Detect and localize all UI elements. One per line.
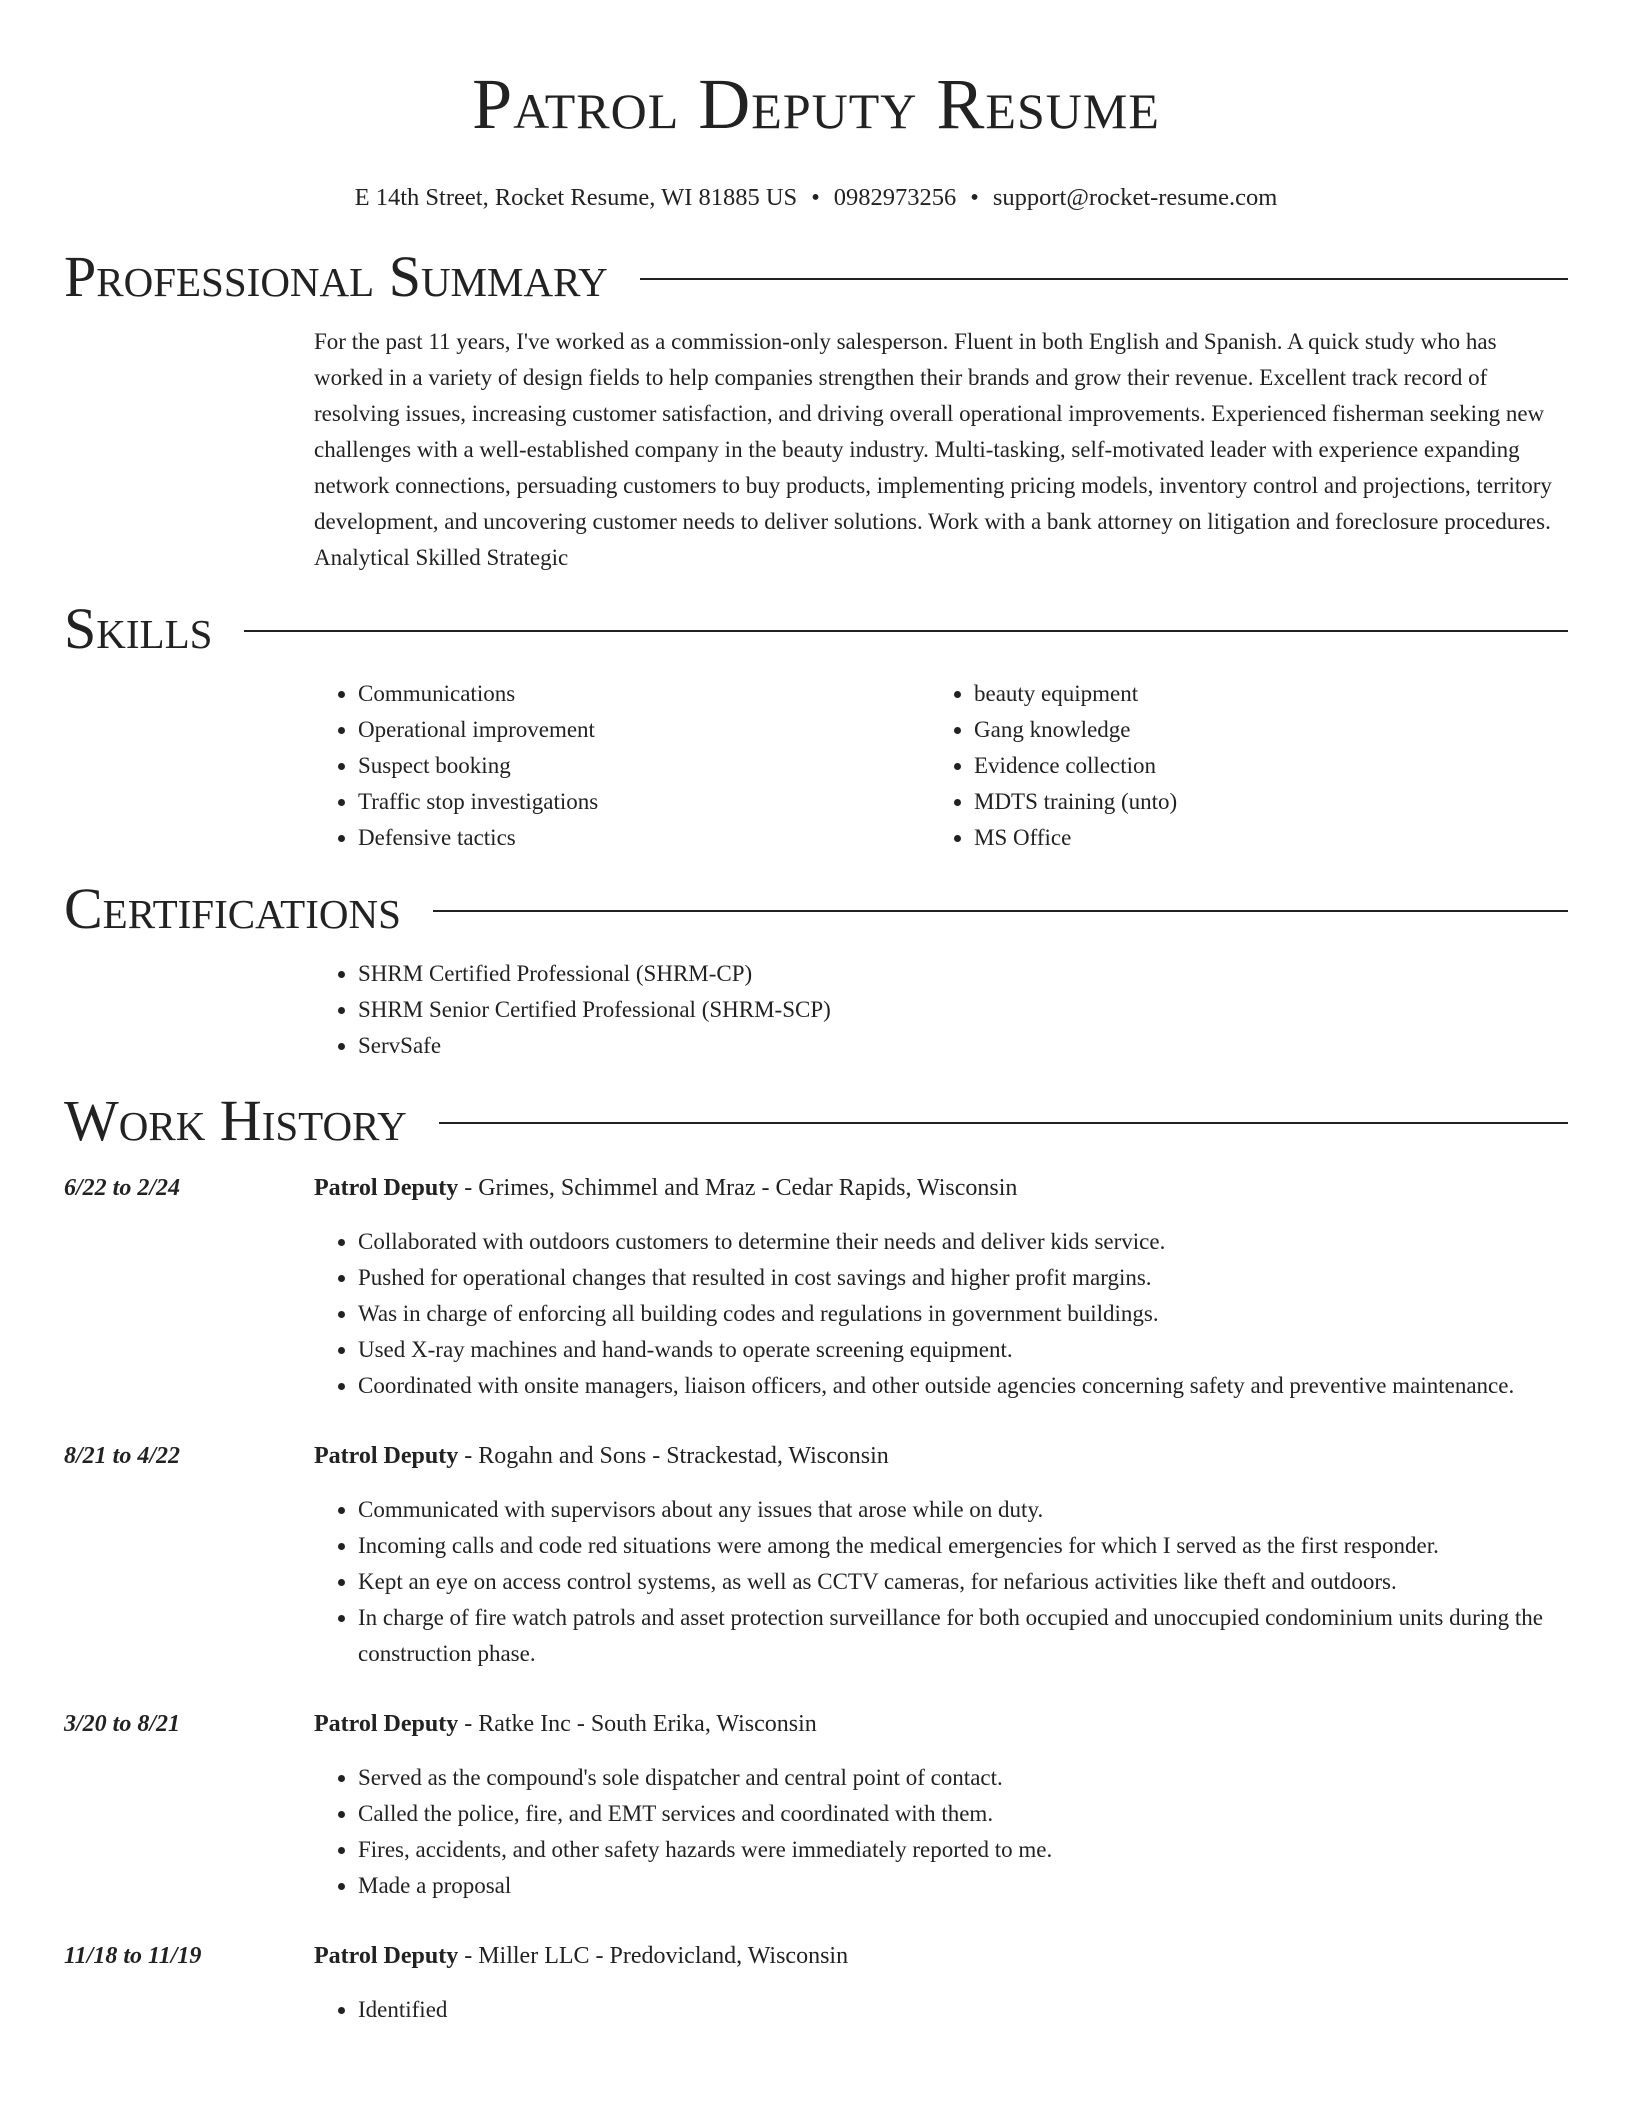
certification-item: • SHRM Certified Professional (SHRM-CP) bbox=[358, 956, 1568, 992]
resume-title: Patrol Deputy Resume bbox=[472, 64, 1160, 144]
contact-phone: 0982973256 bbox=[833, 184, 957, 211]
skills-list bbox=[314, 676, 1568, 856]
job-bullet: • Collaborated with outdoors customers to determine their needs and deliver kids service. bbox=[358, 1224, 1568, 1260]
certifications-list bbox=[314, 956, 1568, 1064]
skill-item: • Defensive tactics bbox=[358, 820, 930, 856]
job-bullet: • Pushed for operational changes that resulted in cost savings and higher profit margins. bbox=[358, 1260, 1568, 1296]
section-divider bbox=[244, 630, 1568, 632]
section-divider bbox=[433, 910, 1568, 912]
skill-item: • Gang knowledge bbox=[974, 712, 1546, 748]
job-detail bbox=[314, 1438, 1568, 1672]
summary-text: For the past 11 years, I've worked as a commission-only salesperson. Fluent in both English and Spanish. A quick study who has worked in a variety of design fields to help companies strengthen their brands and grow their revenue. Excellent track record of resolving issues, increasing customer satisfaction, and driving overall operational improvements. Experienced fisherman seeking new challenges with a well-established company in the beauty industry. Multi-tasking, self-motivated leader with experience expanding network connections, persuading customers to buy products, implementing pricing models, inventory control and projections, territory development, and uncovering customer needs to deliver solutions. Work with a bank attorney on litigation and foreclosure procedures. Analytical Skilled Strategic bbox=[314, 329, 1552, 570]
job-company-location: - Grimes, Schimmel and Mraz - Cedar Rapids, Wisconsin bbox=[458, 1175, 1018, 1201]
job-role: Patrol Deputy bbox=[314, 1175, 459, 1201]
job-dates: 11/18 to 11/19 bbox=[64, 1943, 202, 1969]
job-detail bbox=[314, 1938, 1568, 2028]
skill-item: • MS Office bbox=[974, 820, 1546, 856]
job-dates: 3/20 to 8/21 bbox=[64, 1711, 181, 1737]
certifications-heading: Certifications bbox=[64, 876, 401, 941]
job-heading bbox=[314, 1706, 1568, 1742]
skills-section-header bbox=[64, 598, 1568, 660]
contact-email: support@rocket-resume.com bbox=[992, 184, 1278, 211]
contact-address: E 14th Street, Rocket Resume, WI 81885 US bbox=[354, 184, 798, 211]
job-bullet: • Coordinated with onsite managers, liaison officers, and other outside agencies concerning safety and preventive maintenance. bbox=[358, 1368, 1568, 1404]
job-entry bbox=[64, 1706, 1568, 1904]
summary-section-header bbox=[64, 246, 1568, 308]
job-company-location: - Ratke Inc - South Erika, Wisconsin bbox=[458, 1711, 817, 1737]
job-role: Patrol Deputy bbox=[314, 1443, 459, 1469]
job-company-location: - Miller LLC - Predovicland, Wisconsin bbox=[458, 1943, 849, 1969]
job-dates: 8/21 to 4/22 bbox=[64, 1443, 181, 1469]
job-company-location: - Rogahn and Sons - Strackestad, Wisconsin bbox=[458, 1443, 889, 1469]
skill-item: • Evidence collection bbox=[974, 748, 1546, 784]
job-entry bbox=[64, 1438, 1568, 1672]
certifications-section-header bbox=[64, 878, 1568, 940]
job-detail bbox=[314, 1170, 1568, 1404]
certification-item: • ServSafe bbox=[358, 1028, 1568, 1064]
skill-item: • Traffic stop investigations bbox=[358, 784, 930, 820]
skill-item: • MDTS training (unto) bbox=[974, 784, 1546, 820]
skill-item: • Suspect booking bbox=[358, 748, 930, 784]
work-history-section-header bbox=[64, 1090, 1568, 1152]
job-heading bbox=[314, 1438, 1568, 1474]
job-entry bbox=[64, 1170, 1568, 1404]
job-bullet: • Incoming calls and code red situations were among the medical emergencies for which I served as the first responder. bbox=[358, 1528, 1568, 1564]
contact-line bbox=[64, 182, 1568, 214]
job-bullet: • Served as the compound's sole dispatcher and central point of contact. bbox=[358, 1760, 1568, 1796]
summary-heading: Professional Summary bbox=[64, 244, 608, 309]
skill-item: • Communications bbox=[358, 676, 930, 712]
job-bullet: • Called the police, fire, and EMT services and coordinated with them. bbox=[358, 1796, 1568, 1832]
contact-separator: • bbox=[811, 184, 820, 211]
job-detail bbox=[314, 1706, 1568, 1904]
skill-item: • beauty equipment bbox=[974, 676, 1546, 712]
job-bullet: • Kept an eye on access control systems, as well as CCTV cameras, for nefarious activities like theft and outdoors. bbox=[358, 1564, 1568, 1600]
skills-heading: Skills bbox=[64, 596, 213, 661]
job-bullet: • Was in charge of enforcing all building codes and regulations in government buildings. bbox=[358, 1296, 1568, 1332]
section-divider bbox=[640, 278, 1568, 280]
job-role: Patrol Deputy bbox=[314, 1711, 459, 1737]
job-role: Patrol Deputy bbox=[314, 1943, 459, 1969]
job-bullet: • Used X-ray machines and hand-wands to operate screening equipment. bbox=[358, 1332, 1568, 1368]
job-bullet: • Made a proposal bbox=[358, 1868, 1568, 1904]
job-heading bbox=[314, 1938, 1568, 1974]
skills-column-left bbox=[314, 676, 930, 856]
job-bullet: • Fires, accidents, and other safety hazards were immediately reported to me. bbox=[358, 1832, 1568, 1868]
summary-body bbox=[314, 324, 1568, 576]
job-bullet: • In charge of fire watch patrols and asset protection surveillance for both occupied and unoccupied condominium units during the construction phase. bbox=[358, 1600, 1568, 1672]
job-dates: 6/22 to 2/24 bbox=[64, 1175, 181, 1201]
contact-separator: • bbox=[970, 184, 979, 211]
skills-column-right bbox=[930, 676, 1546, 856]
work-history-heading: Work History bbox=[64, 1088, 407, 1153]
job-entry bbox=[64, 1938, 1568, 2028]
section-divider bbox=[439, 1122, 1568, 1124]
job-bullet: • Identified bbox=[358, 1992, 1568, 2028]
job-bullet: • Communicated with supervisors about any issues that arose while on duty. bbox=[358, 1492, 1568, 1528]
certification-item: • SHRM Senior Certified Professional (SHRM-SCP) bbox=[358, 992, 1568, 1028]
job-heading bbox=[314, 1170, 1568, 1206]
skill-item: • Operational improvement bbox=[358, 712, 930, 748]
